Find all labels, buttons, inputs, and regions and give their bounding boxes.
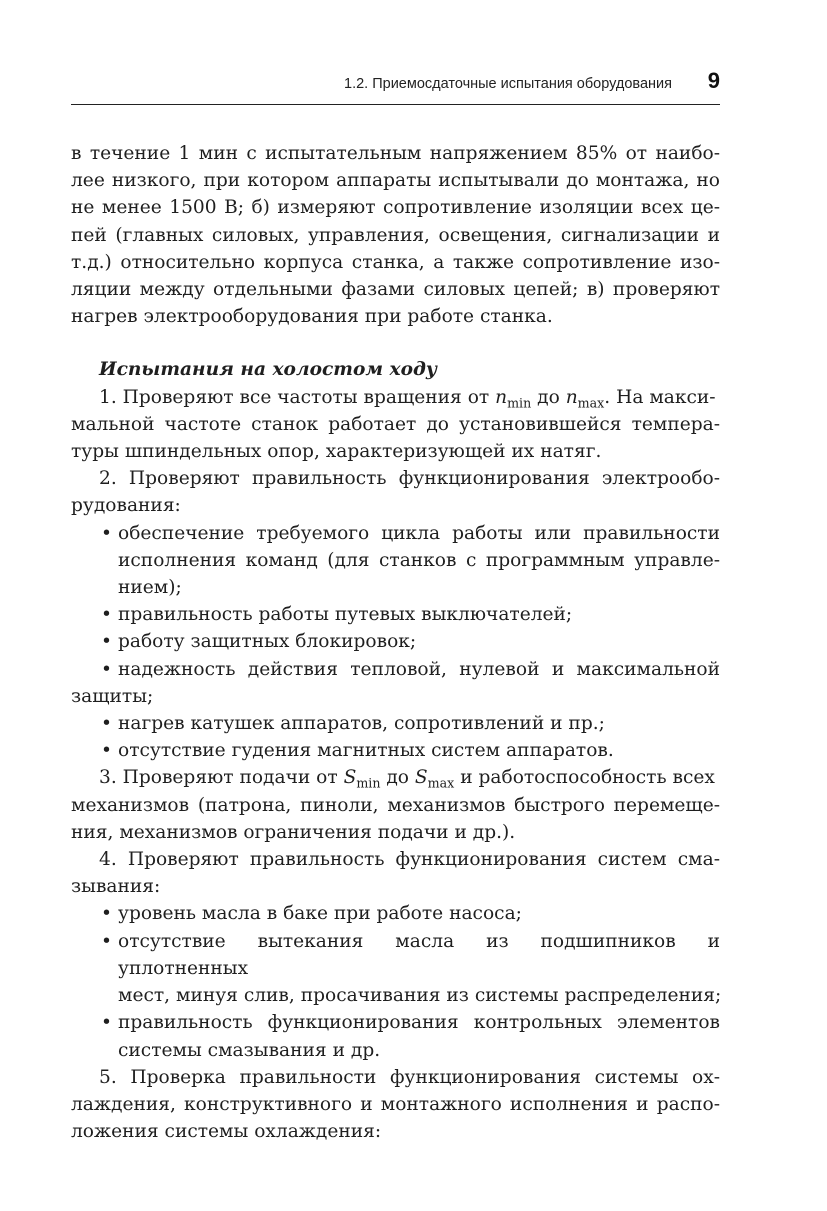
bullet: •	[101, 740, 112, 762]
text-line: ложения системы охлаждения:	[71, 1121, 382, 1143]
text-line: нагрев электрооборудования при работе станка.	[71, 306, 553, 328]
running-title: 1.2. Приемосдаточные испытания оборудования	[344, 76, 672, 92]
text-line: • правильность работы путевых выключателей;	[71, 601, 720, 628]
text-line: • надежность действия тепловой, нулевой и максимальной	[71, 656, 720, 683]
bullet: •	[101, 631, 112, 653]
text-line: пей (главных силовых, управления, освещения, сигнализации и	[71, 224, 720, 246]
bullet: •	[101, 658, 112, 680]
intro-paragraph	[71, 140, 720, 330]
text-line: • нагрев катушек аппаратов, сопротивлений и пр.;	[71, 710, 720, 737]
text-line: зывания:	[71, 876, 161, 898]
list-item	[71, 656, 720, 710]
list-item	[71, 928, 720, 1010]
text-line: туры шпиндельных опор, характеризующей их натяг.	[71, 441, 602, 463]
list-item	[71, 628, 720, 655]
bullet: •	[101, 522, 112, 544]
item-4	[71, 846, 720, 1064]
page-body	[71, 140, 720, 1145]
text-line: рудования:	[71, 495, 181, 517]
text-line: т.д.) относительно корпуса станка, а также сопротивление изо-	[71, 251, 720, 273]
item-3	[71, 764, 720, 846]
text-line: мальной частоте станок работает до установившейся темпера-	[71, 413, 720, 435]
text-line: • отсутствие вытекания масла из подшипников и уплотненных	[71, 928, 720, 982]
text-line: 1. Проверяют все частоты вращения от $n_{min}$ до $n_{max}$. На макси-	[99, 386, 716, 411]
list-item	[71, 601, 720, 628]
bullet: •	[101, 713, 112, 735]
text-line: • обеспечение требуемого цикла работы или правильности	[71, 520, 720, 547]
text-line: 5. Проверка правильности функционирования системы ох-	[99, 1066, 720, 1088]
text-line: 2. Проверяют правильность функционирования электрообо-	[99, 468, 720, 490]
text-line: механизмов (патрона, пиноли, механизмов быстрого перемеще-	[71, 794, 720, 816]
text-line: системы смазывания и др.	[118, 1039, 381, 1061]
bullet: •	[101, 903, 112, 925]
bullet: •	[101, 604, 112, 626]
section-heading: Испытания на холостом ходу	[99, 359, 438, 381]
text-line: • отсутствие гудения магнитных систем аппаратов.	[71, 737, 720, 764]
item-2	[71, 465, 720, 764]
text-line: • работу защитных блокировок;	[71, 628, 720, 655]
list-item	[71, 520, 720, 602]
list-item	[71, 1009, 720, 1063]
page-header	[71, 66, 720, 105]
text-line: не менее 1500 В; б) измеряют сопротивление изоляции всех це-	[71, 197, 720, 219]
text-line: нием);	[118, 577, 182, 599]
text-line: мест, минуя слив, просачивания из системы распределения;	[118, 985, 722, 1007]
text-line: ляции между отдельными фазами силовых цепей; в) проверяют	[71, 279, 720, 301]
bullet: •	[101, 930, 112, 952]
list-item	[71, 737, 720, 764]
text-line: 3. Проверяют подачи от $S_{min}$ до $S_{max}$ и работоспособность всех	[99, 767, 715, 791]
text-line: лее низкого, при котором аппараты испытывали до монтажа, но	[71, 170, 720, 192]
page-number: 9	[707, 68, 720, 93]
list-item	[71, 710, 720, 737]
text-line: лаждения, конструктивного и монтажного исполнения и распо-	[71, 1093, 720, 1115]
text-line: • уровень масла в баке при работе насоса;	[71, 900, 720, 927]
item-5	[71, 1064, 720, 1146]
text-line: ния, механизмов ограничения подачи и др.).	[71, 821, 516, 843]
list-item	[71, 900, 720, 927]
bullet: •	[101, 1012, 112, 1034]
text-line: в течение 1 мин с испытательным напряжением 85% от наибо-	[71, 143, 720, 164]
item-1	[71, 384, 720, 466]
text-line: защиты;	[71, 685, 154, 707]
text-line: • правильность функционирования контрольных элементов	[71, 1009, 720, 1036]
text-line: исполнения команд (для станков с программным управле-	[118, 549, 720, 571]
text-line: 4. Проверяют правильность функционирования систем сма-	[99, 849, 720, 871]
